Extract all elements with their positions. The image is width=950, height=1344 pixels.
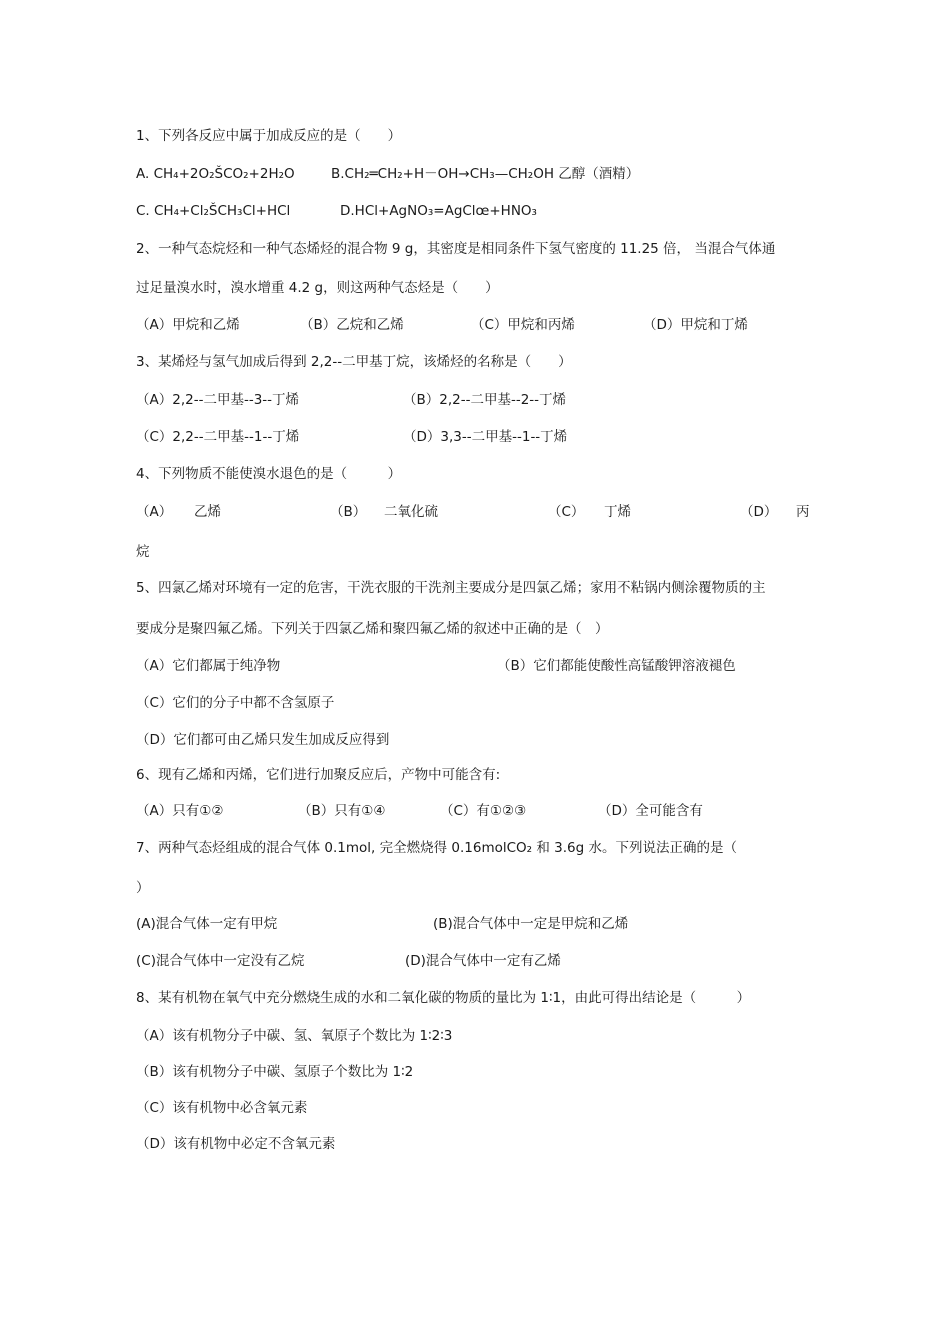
q2-option-c: （C）甲烷和丙烯	[471, 317, 575, 333]
q6-option-c: （C）有①②③	[440, 803, 527, 819]
q6-stem: 6、现有乙烯和丙烯，它们进行加聚反应后，产物中可能含有:	[136, 767, 501, 783]
q4-option-b-label: （B）	[330, 504, 367, 520]
q6-option-d: （D）全可能含有	[598, 803, 703, 819]
q4-option-a-text: 乙烯	[194, 504, 221, 520]
q7-option-b: (B)混合气体中一定是甲烷和乙烯	[433, 916, 629, 932]
q3-option-c: （C）2,2--二甲基--1--丁烯	[136, 429, 300, 445]
q2-option-d: （D）甲烷和丁烯	[643, 317, 748, 333]
q8-option-a: （A）该有机物分子中碳、氢、氧原子个数比为 1∶2∶3	[136, 1028, 453, 1044]
q3-option-b: （B）2,2--二甲基--2--丁烯	[403, 392, 567, 408]
q5-option-b: （B）它们都能使酸性高锰酸钾溶液褪色	[497, 658, 736, 674]
q2-stem-line2: 过足量溴水时，溴水增重 4.2 g，则这两种气态烃是（ ）	[136, 280, 499, 296]
q3-stem: 3、某烯烃与氢气加成后得到 2,2--二甲基丁烷，该烯烃的名称是（ ）	[136, 354, 572, 370]
q4-option-b-text: 二氧化硫	[384, 504, 438, 520]
q7-option-c: (C)混合气体中一定没有乙烷	[136, 953, 305, 969]
q5-option-c: （C）它们的分子中都不含氢原子	[136, 695, 335, 711]
q8-stem: 8、某有机物在氧气中充分燃烧生成的水和二氧化碳的物质的量比为 1∶1，由此可得出结论是（ ）	[136, 990, 751, 1006]
q4-option-d-label: （D）	[740, 504, 778, 520]
q5-option-d: （D）它们都可由乙烯只发生加成反应得到	[136, 732, 390, 748]
q5-stem-line2: 要成分是聚四氟乙烯。下列关于四氯乙烯和聚四氟乙烯的叙述中正确的是（ ）	[136, 621, 609, 637]
q8-option-b: （B）该有机物分子中碳、氢原子个数比为 1∶2	[136, 1064, 414, 1080]
q8-option-c: （C）该有机物中必含氧元素	[136, 1100, 308, 1116]
q3-option-a: （A）2,2--二甲基--3--丁烯	[136, 392, 300, 408]
q2-option-b: （B）乙烷和乙烯	[300, 317, 404, 333]
q2-stem-line1: 2、一种气态烷烃和一种气态烯烃的混合物 9 g，其密度是相同条件下氢气密度的 11.25 倍， 当混合气体通	[136, 241, 776, 257]
q4-option-c-label: （C）	[548, 504, 585, 520]
q1-option-a: A. CH₄+2O₂ŠCO₂+2H₂O	[136, 166, 295, 182]
q1-stem: 1、下列各反应中属于加成反应的是（ ）	[136, 128, 402, 144]
q1-option-d: D.HCl+AgNO₃=AgClœ+HNO₃	[340, 203, 537, 219]
q1-option-c: C. CH₄+Cl₂ŠCH₃Cl+HCl	[136, 203, 291, 219]
q6-option-b: （B）只有①④	[298, 803, 386, 819]
q7-option-d: (D)混合气体中一定有乙烯	[405, 953, 561, 969]
q5-option-a: （A）它们都属于纯净物	[136, 658, 281, 674]
q5-stem-line1: 5、四氯乙烯对环境有一定的危害，干洗衣服的干洗剂主要成分是四氯乙烯；家用不粘锅内侧涂覆物质的主	[136, 580, 766, 596]
q4-option-d-text-2: 烷	[136, 544, 150, 560]
q8-option-d: （D）该有机物中必定不含氧元素	[136, 1136, 336, 1152]
q4-option-a-label: （A）	[136, 504, 173, 520]
q6-option-a: （A）只有①②	[136, 803, 224, 819]
q2-option-a: （A）甲烷和乙烯	[136, 317, 240, 333]
q7-stem-line2: ）	[136, 880, 150, 896]
q4-option-d-text-1: 丙	[796, 504, 810, 520]
q7-stem-line1: 7、两种气态烃组成的混合气体 0.1mol, 完全燃烧得 0.16molCO₂ 和 3.6g 水。下列说法正确的是（	[136, 840, 737, 856]
q7-option-a: (A)混合气体一定有甲烷	[136, 916, 278, 932]
q3-option-d: （D）3,3--二甲基--1--丁烯	[403, 429, 568, 445]
q4-stem: 4、下列物质不能使溴水退色的是（ ）	[136, 466, 402, 482]
q4-option-c-text: 丁烯	[604, 504, 631, 520]
q1-option-b: B.CH₂═CH₂+H－OH→CH₃—CH₂OH 乙醇（酒精）	[331, 166, 640, 182]
